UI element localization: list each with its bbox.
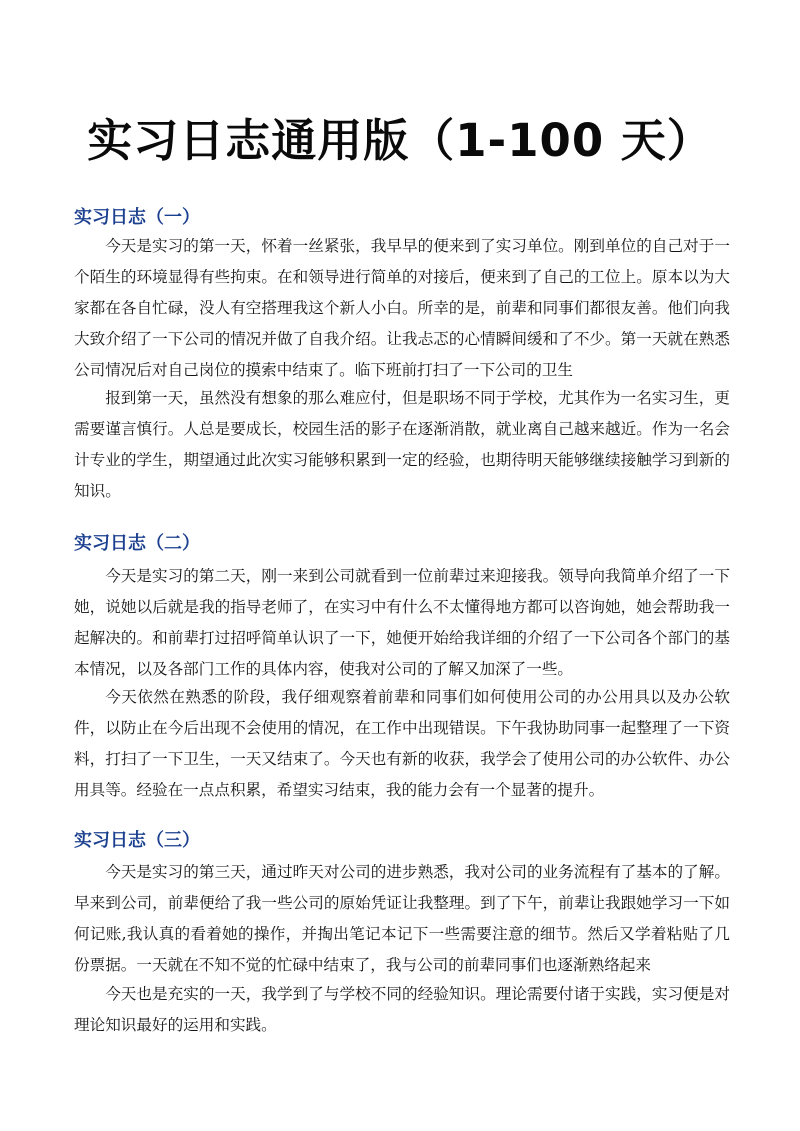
document-title: 实习日志通用版（1-100 天） [87, 114, 713, 167]
section-heading-2: 实习日志（二） [74, 533, 200, 554]
section-1-paragraph-2: 报到第一天，虽然没有想象的那么难应付，但是职场不同于学校，尤其作为一名实习生，更需要谨言慎行。人总是要成长，校园生活的影子在逐渐消散，就业离自己越来越近。作为一名会计专业的学生，期望通过此次实习能够积累到一定的经验，也期待明天能够继续接触学习到新的知识。 [74, 389, 730, 500]
section-2-paragraph-1: 今天是实习的第二天，刚一来到公司就看到一位前辈过来迎接我。领导向我简单介绍了一下她，说她以后就是我的指导老师了，在实习中有什么不太懂得地方都可以咨询她，她会帮助我一起解决的。和前辈打过招呼简单认识了一下，她便开始给我详细的介绍了一下公司各个部门的基本情况，以及各部门工作的具体内容，使我对公司的了解又加深了一些。 [74, 567, 730, 678]
section-heading-3: 实习日志（三） [74, 830, 200, 851]
section-2-paragraph-2: 今天依然在熟悉的阶段，我仔细观察着前辈和同事们如何使用公司的办公用具以及办公软件，以防止在今后出现不会使用的情况，在工作中出现错误。下午我协助同事一起整理了一下资料，打扫了一下卫生，一天又结束了。今天也有新的收获，我学会了使用公司的办公软件、办公用具等。经验在一点点积累，希望实习结束，我的能力会有一个显著的提升。 [74, 688, 730, 799]
section-heading-1: 实习日志（一） [74, 207, 200, 228]
section-1-paragraph-1: 今天是实习的第一天，怀着一丝紧张，我早早的便来到了实习单位。刚到单位的自己对于一个陌生的环境显得有些拘束。在和领导进行简单的对接后，便来到了自己的工位上。原本以为大家都在各自忙碌，没人有空搭理我这个新人小白。所幸的是，前辈和同事们都很友善。他们向我大致介绍了一下公司的情况并做了自我介绍。让我忐忑的心情瞬间缓和了不少。第一天就在熟悉公司情况后对自己岗位的摸索中结束了。临下班前打扫了一下公司的卫生 [74, 237, 730, 379]
section-3-paragraph-2: 今天也是充实的一天，我学到了与学校不同的经验知识。理论需要付诸于实践，实习便是对理论知识最好的运用和实践。 [74, 985, 730, 1034]
section-3-paragraph-1: 今天是实习的第三天，通过昨天对公司的进步熟悉，我对公司的业务流程有了基本的了解。早来到公司，前辈便给了我一些公司的原始凭证让我整理。到了下午，前辈让我跟她学习一下如何记账,我认真的看着她的操作，并掏出笔记本记下一些需要注意的细节。然后又学着粘贴了几份票据。一天就在不知不觉的忙碌中结束了，我与公司的前辈同事们也逐渐熟络起来 [74, 863, 730, 974]
